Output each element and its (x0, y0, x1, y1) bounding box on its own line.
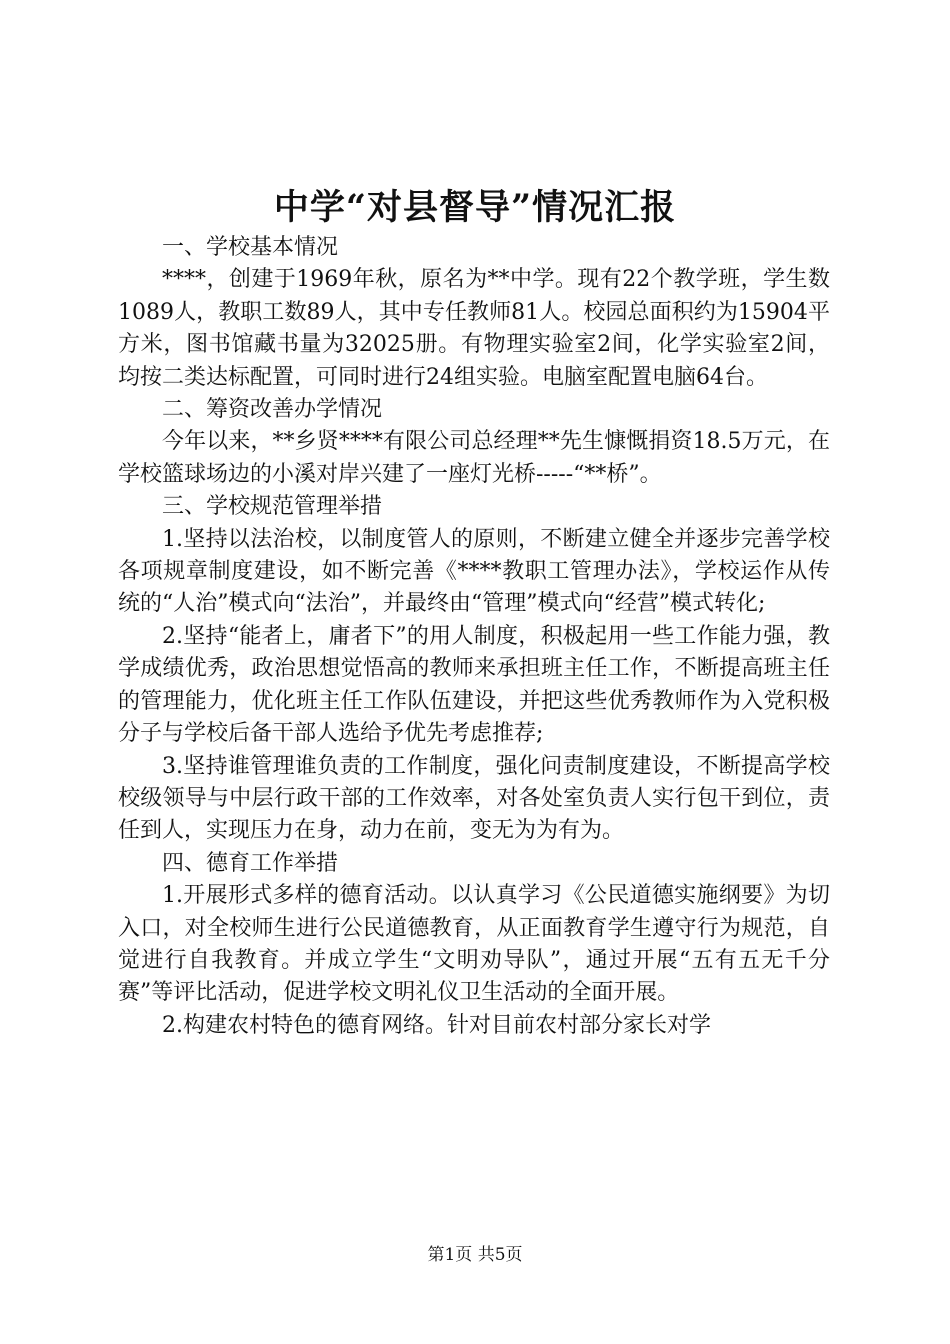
section-heading-1: 一、学校基本情况 (162, 235, 339, 260)
paragraph-moral-education-2: 2.构建农村特色的德育网络。针对目前农村部分家长对学 (162, 1012, 711, 1038)
document-body (118, 232, 830, 1042)
paragraph-management-3: 3.坚持谁管理谁负责的工作制度，强化问责制度建设，不断提高学校校级领导与中层行政干部的工作效率，对各处室负责人实行包干到位，责任到人，实现压力在身，动力在前，变无为为有为。 (118, 753, 830, 844)
document-title: 中学“对县督导”情况汇报 (273, 187, 677, 228)
page-number: 第1页 共5页 (427, 1245, 523, 1265)
paragraph-management-2: 2.坚持“能者上，庸者下”的用人制度，积极起用一些工作能力强，教学成绩优秀，政治思想觉悟高的教师来承担班主任工作，不断提高班主任的管理能力，优化班主任工作队伍建设，并把这些优秀教师作为入党积极分子与学校后备干部人选给予优先考虑推荐; (118, 623, 830, 747)
section-heading-2: 二、筹资改善办学情况 (162, 397, 383, 423)
paragraph-moral-education-1: 1.开展形式多样的德育活动。以认真学习《公民道德实施纲要》为切入口，对全校师生进行公民道德教育，从正面教育学生遵守行为规范，自觉进行自我教育。并成立学生“文明劝导队”，通过开展“五有五无千分赛”等评比活动，促进学校文明礼仪卫生活动的全面开展。 (118, 883, 830, 1006)
paragraph-school-basic-info: ****，创建于1969年秋，原名为**中学。现有22个教学班，学生数1089人，教职工数89人，其中专任教师81人。校园总面积约为15904平方米，图书馆藏书量为32025册。有物理实验室2间，化学实验室2间，均按二类达标配置，可同时进行24组实验。电脑室配置电脑64台。 (118, 267, 830, 390)
section-heading-4: 四、德育工作举措 (162, 850, 339, 876)
section-heading-3: 三、学校规范管理举措 (162, 494, 383, 520)
paragraph-fundraising: 今年以来，**乡贤****有限公司总经理**先生慷慨捐资18.5万元，在学校篮球场边的小溪对岸兴建了一座灯光桥-----“**桥”。 (118, 429, 830, 487)
paragraph-management-1: 1.坚持以法治校，以制度管人的原则，不断建立健全并逐步完善学校各项规章制度建设，如不断完善《****教职工管理办法》，学校运作从传统的“人治”模式向“法治”，并最终由“管理”模式向“经营”模式转化; (118, 526, 830, 617)
